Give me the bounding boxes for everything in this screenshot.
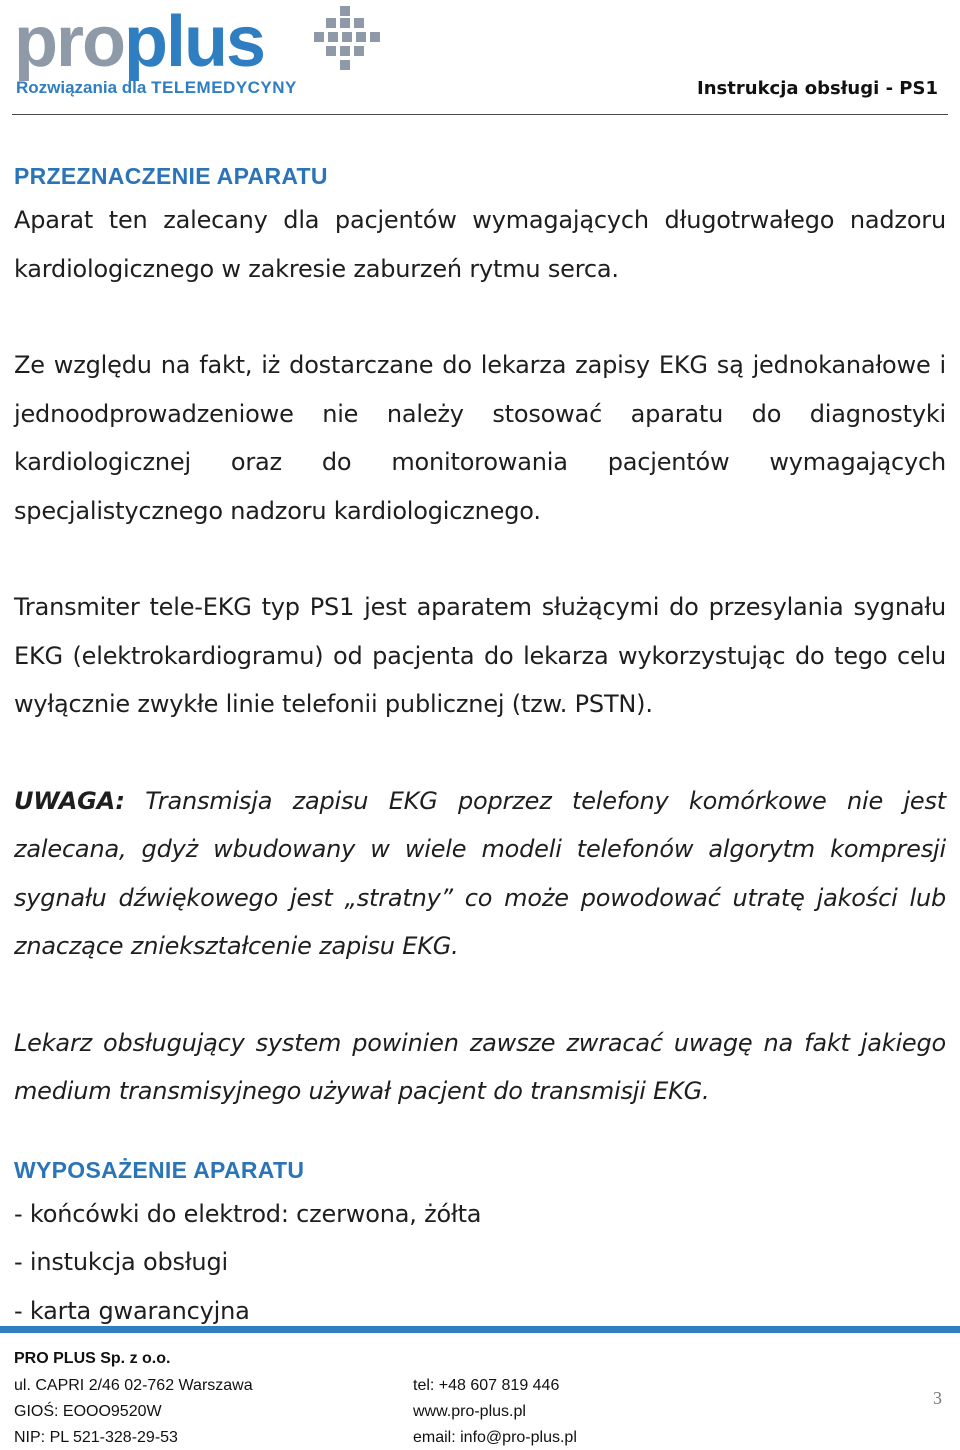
- header-divider: [12, 114, 948, 115]
- page-number: 3: [933, 1388, 942, 1408]
- warning-paragraph: [14, 777, 946, 971]
- footer-gios: GIOŚ: EOOO9520W: [14, 1403, 162, 1420]
- transmitter-paragraph: Transmiter tele-EKG typ PS1 jest aparatem służącymi do przesylania sygnału EKG (elektrokardiogramu) od pacjenta do lekarza wykorzystując do tego celu wyłącznie zwykłe linie telefonii publicznej (tzw. PSTN).: [14, 593, 946, 718]
- footer-address: ul. CAPRI 2/46 02-762 Warszawa: [14, 1377, 253, 1394]
- footer-divider: [0, 1326, 960, 1333]
- footer-nip: NIP: PL 521-328-29-53: [14, 1429, 178, 1446]
- logo-tagline-prefix: Rozwiązania dla: [16, 78, 152, 97]
- footer-website-link[interactable]: www.pro-plus.pl: [413, 1403, 526, 1420]
- equipment-item: - końcówki do elektrod: czerwona, żółta: [14, 1199, 482, 1228]
- logo-wordmark: [14, 4, 264, 80]
- equipment-heading: WYPOSAŻENIE APARATU: [14, 1156, 305, 1183]
- footer-phone: tel: +48 607 819 446: [413, 1377, 560, 1394]
- document-title: Instrukcja obsługi - PS1: [697, 78, 938, 99]
- logo-plus-text: plus: [123, 2, 264, 82]
- purpose-heading: PRZEZNACZENIE APARATU: [14, 163, 328, 189]
- warning-text: Transmisja zapisu EKG poprzez telefony komórkowe nie jest zalecana, gdyż wbudowany w wiele modeli telefonów algorytm kompresji sygnału dźwiękowego jest „stratny” co może powodować utratę jakości lub znaczące zniekształcenie zapisu EKG.: [14, 786, 946, 960]
- document-body: [14, 156, 946, 1335]
- warning-label: UWAGA:: [14, 786, 125, 815]
- logo-tagline: [16, 78, 297, 98]
- equipment-item: - karta gwarancyjna: [14, 1296, 250, 1325]
- proplus-logo: [14, 4, 384, 104]
- purpose-paragraph: Aparat ten zalecany dla pacjentów wymagających długotrwałego nadzoru kardiologicznego w zakresie zaburzeń rytmu serca.: [14, 206, 946, 283]
- doctor-paragraph: Lekarz obsługujący system powinien zawsze zwracać uwagę na fakt jakiego medium transmisyjnego używał pacjent do transmisji EKG.: [14, 1028, 946, 1105]
- footer-email-link[interactable]: email: info@pro-plus.pl: [413, 1429, 577, 1446]
- limitation-paragraph: Ze względu na fakt, iż dostarczane do lekarza zapisy EKG są jednokanałowe i jednoodprowadzeniowe nie należy stosować aparatu do diagnostyki kardiologicznej oraz do monitorowania pacjentów wymagających specjalistycznego nadzoru kardiologicznego.: [14, 351, 946, 525]
- equipment-item: - instukcja obsługi: [14, 1248, 228, 1276]
- footer-company: PRO PLUS Sp. z o.o.: [14, 1350, 171, 1367]
- logo-tagline-highlight: TELEMEDYCYNY: [151, 78, 297, 97]
- logo-squares-icon: [314, 6, 384, 76]
- logo-pro-text: pro: [14, 2, 124, 82]
